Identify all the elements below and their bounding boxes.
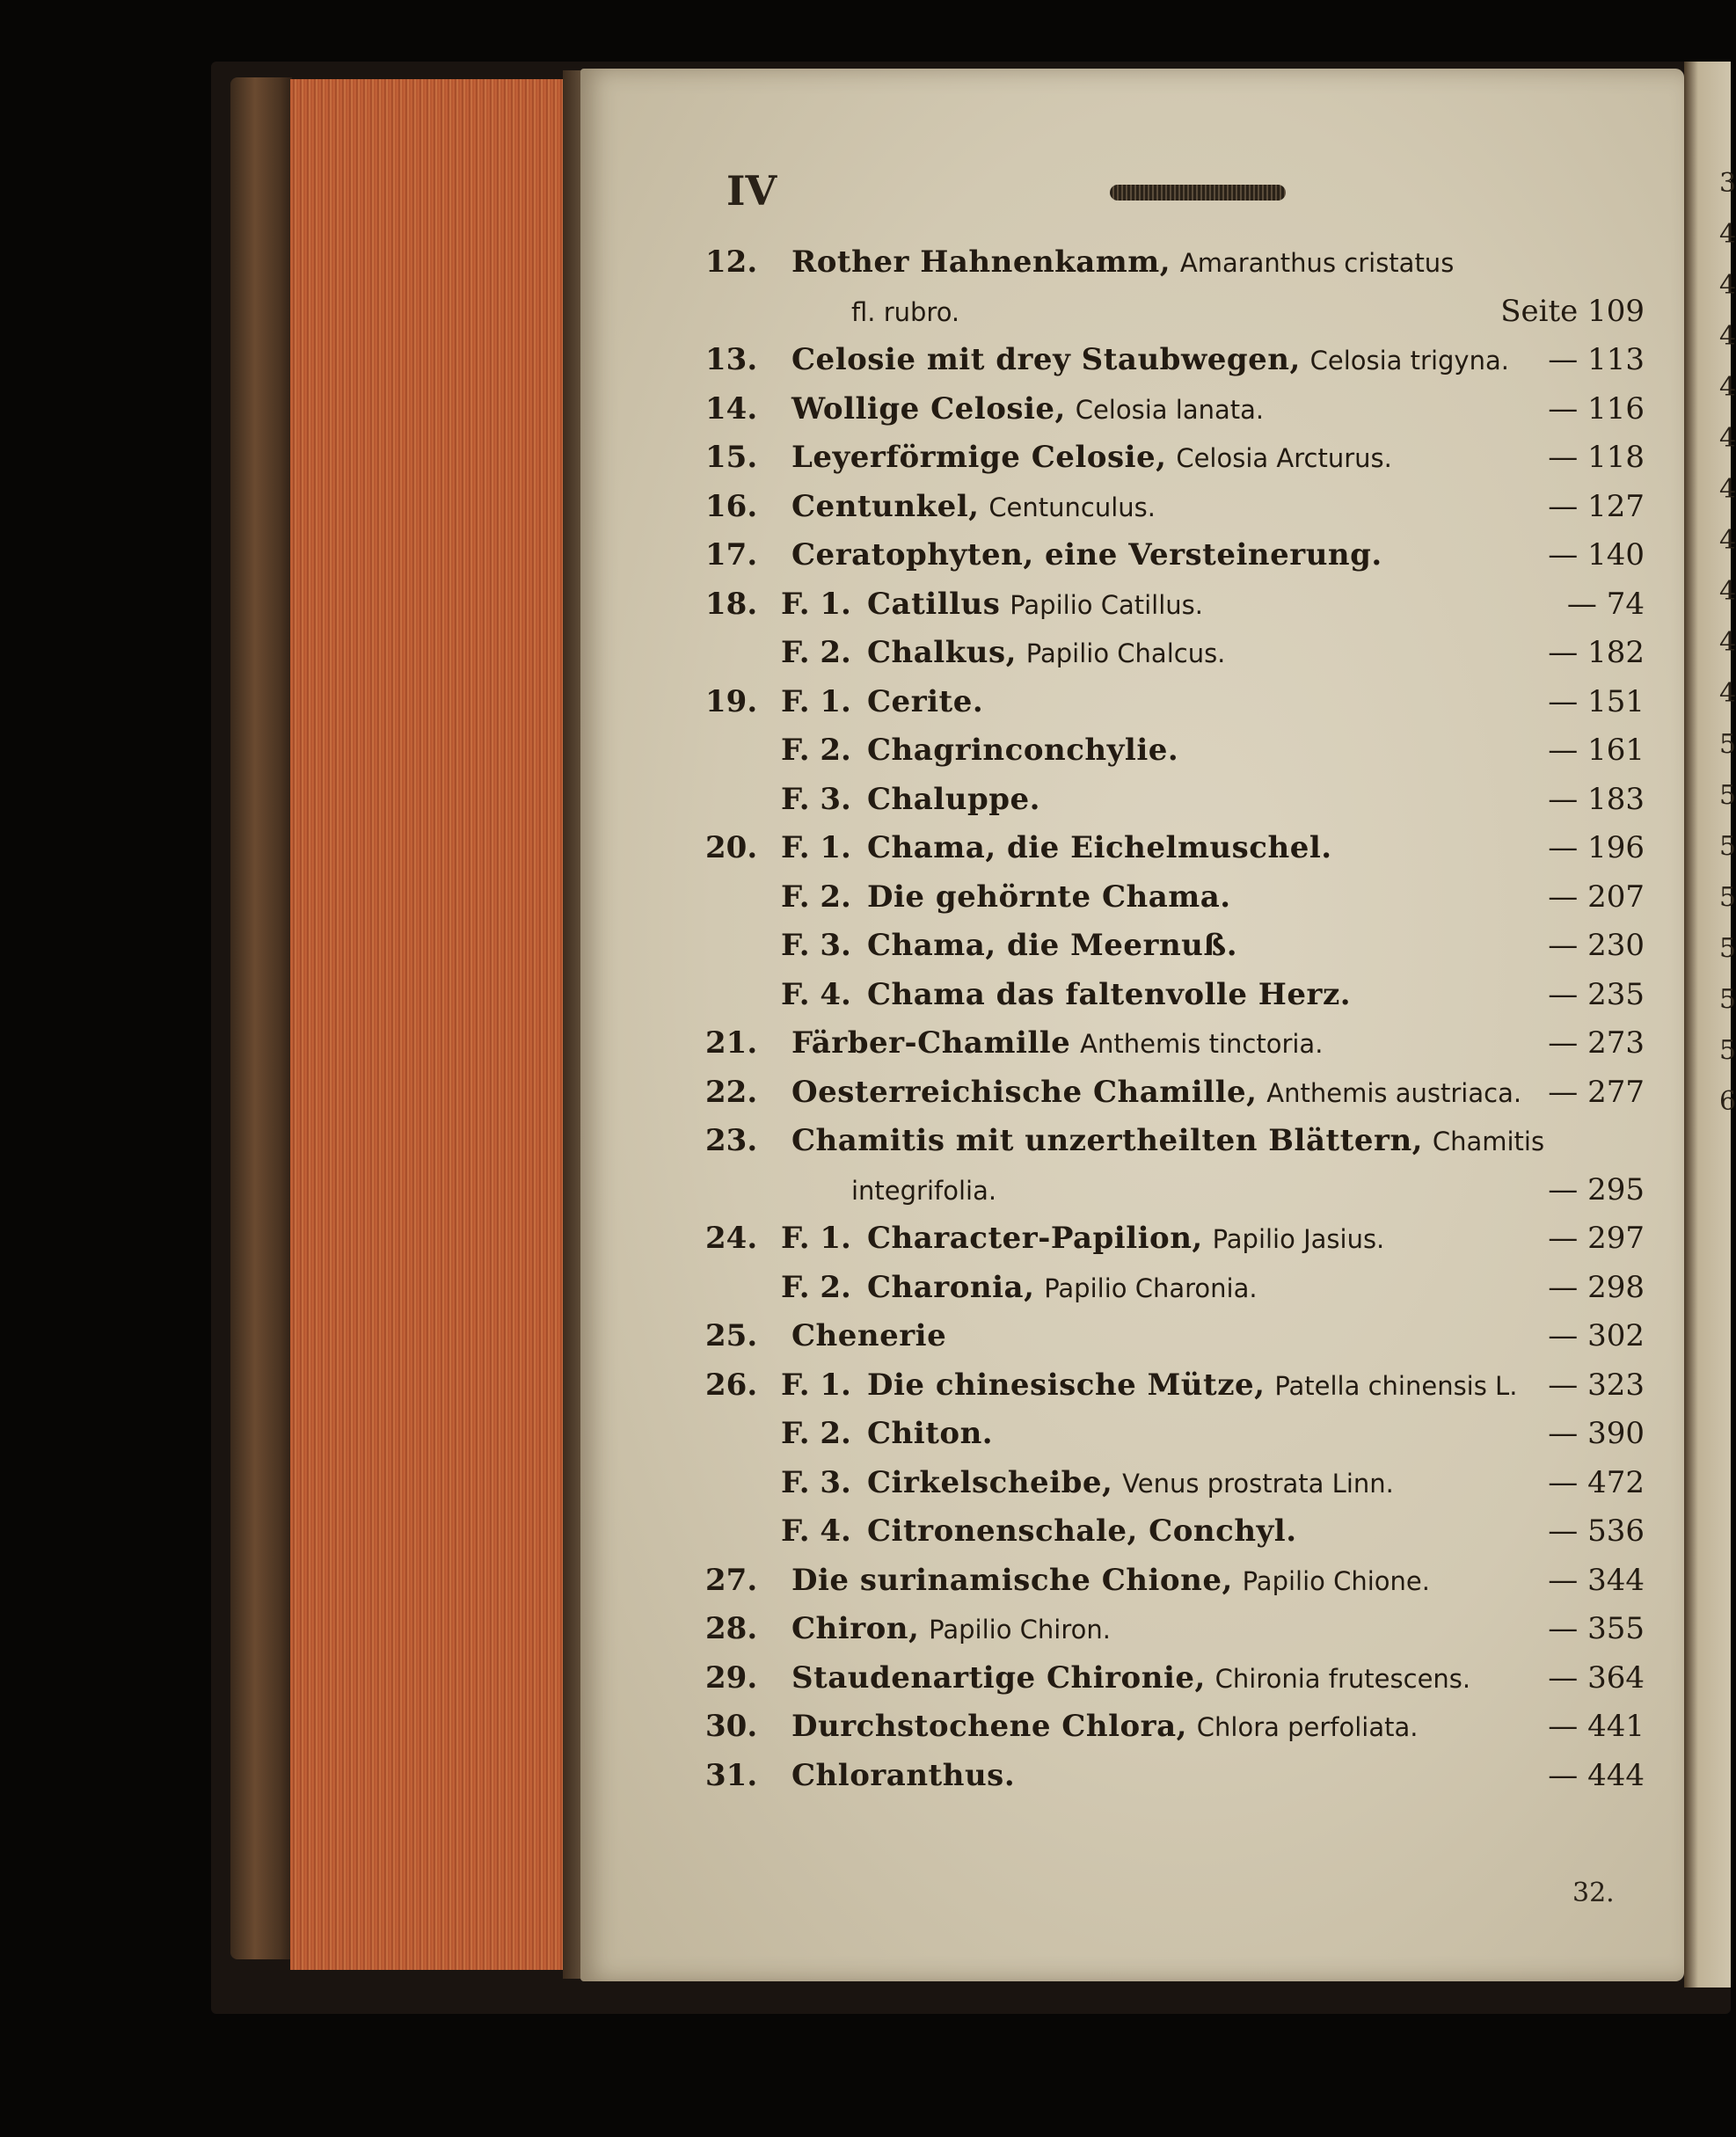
next-page-digit: 4	[1719, 576, 1736, 607]
german-name: Celosie mit drey Staubwegen,	[791, 342, 1301, 377]
entry-number: 12.	[705, 244, 758, 280]
latin-name: Anthemis austriaca.	[1266, 1077, 1522, 1108]
page-reference: — 297	[1548, 1221, 1645, 1256]
entry-title	[791, 1318, 946, 1353]
latin-name: Papilio Chione.	[1242, 1565, 1430, 1596]
german-name: Chloranthus.	[791, 1757, 1016, 1793]
german-name: Oesterreichische Chamille,	[791, 1074, 1258, 1110]
entry-number: 20.	[705, 830, 758, 865]
toc-entry	[704, 1416, 1662, 1465]
entry-title	[867, 587, 1203, 622]
figure-label: F. 2.	[781, 1416, 851, 1451]
next-page-digit: 5	[1719, 984, 1736, 1015]
page-reference: — 344	[1548, 1562, 1645, 1598]
next-page-digit: 4	[1719, 627, 1736, 658]
latin-name: Papilio Chiron.	[929, 1615, 1111, 1645]
latin-name: Papilio Jasius.	[1212, 1224, 1385, 1254]
german-name: Chaluppe.	[867, 781, 1040, 817]
entry-number: 22.	[705, 1074, 758, 1110]
latin-name: fl. rubro.	[851, 296, 960, 327]
page-reference: — 536	[1548, 1513, 1645, 1549]
latin-name: Papilio Charonia.	[1044, 1273, 1258, 1303]
german-name: Färber-Chamille	[791, 1025, 1071, 1061]
toc-entry	[704, 733, 1662, 782]
toc-entry	[704, 1465, 1662, 1514]
next-page-numbers	[1719, 158, 1736, 1917]
entry-title	[867, 733, 1178, 768]
german-name: Chalkus,	[867, 635, 1017, 670]
page-reference: — 151	[1548, 683, 1645, 719]
entry-title	[867, 635, 1225, 670]
german-name: Cirkelscheibe,	[867, 1464, 1113, 1500]
page-reference: — 472	[1548, 1464, 1645, 1500]
entry-number: 26.	[705, 1367, 758, 1403]
figure-label: F. 2.	[781, 879, 851, 915]
toc-entry	[704, 1318, 1662, 1368]
page-reference: — 207	[1548, 879, 1645, 915]
entry-title	[867, 782, 1040, 817]
entry-title	[791, 1758, 1015, 1793]
figure-label: F. 2.	[781, 635, 851, 670]
page-reference: — 161	[1548, 733, 1645, 768]
toc-entry	[704, 1075, 1662, 1124]
page-reference: — 355	[1548, 1611, 1645, 1646]
latin-name: Venus prostrata Linn.	[1122, 1468, 1394, 1499]
next-page-digit: 5	[1719, 729, 1736, 760]
entry-number: 27.	[705, 1562, 758, 1598]
entry-title	[867, 1270, 1258, 1305]
next-page-digit: 5	[1719, 1035, 1736, 1066]
latin-name: Papilio Chalcus.	[1025, 638, 1226, 668]
page-reference: — 74	[1566, 586, 1645, 622]
german-name: Chama, die Eichelmuschel.	[867, 830, 1332, 865]
entry-number: 16.	[705, 488, 758, 524]
german-name: Charonia,	[867, 1269, 1035, 1305]
page-header-roman: IV	[726, 167, 777, 215]
entry-title	[791, 1025, 1323, 1061]
latin-name: Celosia Arcturus.	[1176, 443, 1392, 473]
next-page-digit: 4	[1719, 423, 1736, 454]
page-reference: — 444	[1548, 1757, 1645, 1793]
toc-entry	[704, 1025, 1662, 1075]
latin-name: Chironia frutescens.	[1214, 1663, 1471, 1694]
next-page-digit: 4	[1719, 678, 1736, 709]
entry-number: 30.	[705, 1709, 758, 1744]
entry-title	[791, 1709, 1419, 1744]
toc-entry	[704, 244, 1662, 294]
figure-label: F. 4.	[781, 1513, 851, 1549]
page-reference: — 183	[1548, 781, 1645, 817]
next-page-digit: 5	[1719, 831, 1736, 862]
german-name: Citronenschale, Conchyl.	[867, 1513, 1297, 1549]
next-page-digit: 4	[1719, 372, 1736, 403]
table-of-contents	[704, 244, 1662, 1806]
page-reference: — 118	[1548, 440, 1645, 475]
entry-number: 23.	[705, 1123, 758, 1158]
figure-label: F. 3.	[781, 928, 851, 963]
entry-number: 29.	[705, 1659, 758, 1696]
figure-label: F. 2.	[781, 1269, 851, 1305]
toc-entry	[704, 928, 1662, 977]
figure-label: F. 3.	[781, 781, 851, 817]
entry-title	[867, 1221, 1384, 1256]
entry-number: 25.	[705, 1318, 758, 1353]
german-name: Chama das faltenvolle Herz.	[867, 976, 1352, 1012]
latin-name: Centunculus.	[988, 492, 1156, 522]
figure-label: F. 1.	[781, 1221, 851, 1256]
page-reference: — 182	[1548, 635, 1645, 670]
german-name: Chama, die Meernuß.	[867, 928, 1238, 963]
entry-number: 31.	[705, 1757, 758, 1793]
next-page-digit: 3	[1719, 168, 1736, 199]
entry-title	[791, 1075, 1521, 1110]
german-name: Cerite.	[867, 683, 984, 719]
entry-title	[867, 1465, 1394, 1500]
entry-title	[867, 830, 1332, 865]
toc-entry	[704, 1172, 1662, 1222]
page-reference: Seite 109	[1500, 293, 1645, 329]
toc-entry	[704, 1221, 1662, 1270]
german-name: Wollige Celosie,	[791, 390, 1066, 427]
next-page-digit: 6	[1719, 1086, 1736, 1117]
german-name: Leyerförmige Celosie,	[791, 440, 1167, 475]
entry-title	[791, 489, 1156, 524]
next-page-digit: 4	[1719, 270, 1736, 301]
toc-entry	[704, 1758, 1662, 1807]
toc-entry	[704, 1660, 1662, 1710]
german-name: Chiron,	[791, 1611, 920, 1646]
german-name: Chenerie	[791, 1318, 947, 1353]
toc-entry	[704, 537, 1662, 587]
next-page-digit: 4	[1719, 525, 1736, 556]
german-name: Staudenartige Chironie,	[791, 1659, 1206, 1696]
entry-number: 14.	[705, 390, 758, 427]
next-page-digit: 5	[1719, 933, 1736, 964]
toc-entry	[704, 1611, 1662, 1660]
latin-name: Papilio Catillus.	[1010, 589, 1203, 620]
entry-number: 21.	[705, 1025, 758, 1061]
entry-title	[867, 1416, 993, 1451]
entry-number: 13.	[705, 342, 758, 377]
entry-number: 28.	[705, 1611, 758, 1646]
entry-title	[867, 684, 983, 719]
page-reference: — 302	[1548, 1318, 1645, 1353]
entry-title	[791, 440, 1392, 475]
german-name: Chamitis mit unzertheilten Blättern,	[791, 1123, 1424, 1158]
next-page-digit: 5	[1719, 780, 1736, 811]
toc-entry	[704, 1123, 1662, 1172]
latin-name: Celosia lanata.	[1075, 394, 1265, 425]
toc-entry	[704, 342, 1662, 391]
entry-title	[867, 977, 1351, 1012]
german-name: Die gehörnte Chama.	[867, 879, 1231, 915]
figure-label: F. 1.	[781, 1367, 851, 1403]
figure-label: F. 1.	[781, 830, 851, 865]
page-reference: — 127	[1548, 488, 1645, 524]
page-reference: — 323	[1548, 1367, 1645, 1403]
next-page-digit: 4	[1719, 474, 1736, 505]
entry-number: 17.	[705, 537, 758, 573]
german-name: Rother Hahnenkamm,	[791, 244, 1171, 280]
figure-label: F. 1.	[781, 683, 851, 719]
entry-title	[867, 928, 1237, 963]
latin-name: Chamitis	[1432, 1127, 1545, 1156]
book-spine	[230, 77, 292, 1959]
catchword: 32.	[1572, 1878, 1615, 1908]
entry-title	[867, 1513, 1297, 1549]
toc-entry	[704, 587, 1662, 636]
entry-number: 15.	[705, 440, 758, 475]
german-name: Chagrinconchylie.	[867, 733, 1179, 768]
figure-label: F. 2.	[781, 733, 851, 768]
toc-entry	[704, 684, 1662, 733]
red-page-edges	[290, 79, 572, 1970]
toc-entry	[704, 440, 1662, 489]
toc-entry	[704, 1709, 1662, 1758]
latin-name: integrifolia.	[851, 1175, 997, 1206]
latin-name: Anthemis tinctoria.	[1080, 1029, 1324, 1059]
figure-label: F. 1.	[781, 586, 851, 622]
entry-title	[791, 537, 1382, 573]
toc-entry	[704, 1563, 1662, 1612]
latin-name: Patella chinensis L.	[1274, 1370, 1518, 1401]
page-reference: — 230	[1548, 928, 1645, 963]
next-page-digit: 4	[1719, 321, 1736, 352]
entry-number: 19.	[705, 683, 758, 719]
entry-title	[867, 1368, 1517, 1403]
page-reference: — 277	[1548, 1074, 1645, 1110]
figure-label: F. 4.	[781, 976, 851, 1012]
latin-name: Celosia trigyna.	[1309, 346, 1509, 376]
entry-title	[791, 391, 1264, 427]
toc-entry	[704, 635, 1662, 684]
toc-entry	[704, 879, 1662, 929]
german-name: Character-Papilion,	[867, 1221, 1203, 1256]
page-reference: — 235	[1548, 976, 1645, 1012]
header-ornament-rule	[1110, 185, 1286, 201]
page-reference: — 298	[1548, 1269, 1645, 1305]
page-reference: — 364	[1548, 1659, 1645, 1696]
page-reference: — 196	[1548, 830, 1645, 865]
entry-title	[791, 1611, 1111, 1646]
german-name: Ceratophyten, eine Versteinerung.	[791, 537, 1382, 573]
page-reference: — 113	[1548, 342, 1645, 377]
german-name: Catillus	[867, 586, 1001, 622]
entry-number: 18.	[705, 586, 758, 622]
next-page-digit: 4	[1719, 219, 1736, 250]
entry-title	[791, 244, 1454, 280]
page-reference: — 140	[1548, 537, 1645, 573]
toc-entry	[704, 1270, 1662, 1319]
german-name: Die chinesische Mütze,	[867, 1367, 1266, 1403]
page-reference: — 273	[1548, 1025, 1645, 1061]
entry-title	[851, 294, 959, 329]
page-reference: — 441	[1548, 1709, 1645, 1744]
latin-name: Amaranthus cristatus	[1179, 248, 1455, 278]
german-name: Centunkel,	[791, 488, 980, 524]
toc-entry	[704, 1368, 1662, 1417]
toc-entry	[704, 391, 1662, 441]
toc-entry	[704, 489, 1662, 538]
toc-entry	[704, 294, 1662, 343]
german-name: Durchstochene Chlora,	[791, 1709, 1187, 1744]
page-reference: — 295	[1548, 1171, 1645, 1207]
toc-entry	[704, 782, 1662, 831]
entry-title	[867, 879, 1231, 915]
german-name: Chiton.	[867, 1416, 994, 1451]
figure-label: F. 3.	[781, 1464, 851, 1500]
toc-entry	[704, 977, 1662, 1026]
toc-entry	[704, 1513, 1662, 1563]
german-name: Die surinamische Chione,	[791, 1562, 1233, 1598]
entry-title	[851, 1172, 996, 1207]
entry-number: 24.	[705, 1221, 758, 1256]
entry-title	[791, 342, 1509, 377]
latin-name: Chlora perfoliata.	[1196, 1712, 1419, 1742]
entry-title	[791, 1660, 1470, 1696]
entry-title	[791, 1563, 1430, 1598]
page-reference: — 390	[1548, 1416, 1645, 1451]
next-page-digit: 5	[1719, 882, 1736, 913]
entry-title	[791, 1123, 1544, 1158]
toc-entry	[704, 830, 1662, 879]
page-reference: — 116	[1548, 390, 1645, 427]
